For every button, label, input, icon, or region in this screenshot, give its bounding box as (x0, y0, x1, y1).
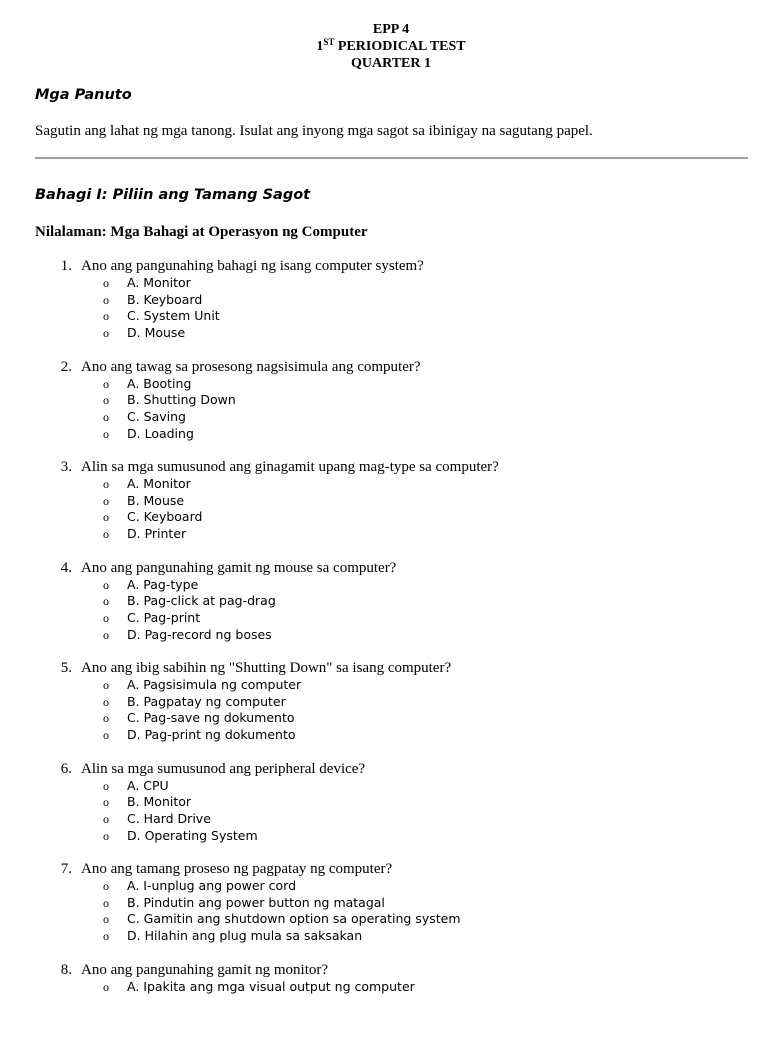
bullet-icon: o (103, 377, 109, 392)
question-item (0, 761, 768, 862)
bullet-icon: o (103, 293, 109, 308)
bullet-icon: o (103, 628, 109, 643)
bullet-icon: o (103, 980, 109, 995)
bullet-icon: o (103, 393, 109, 408)
option-text: A. CPU (127, 778, 169, 794)
option-text: C. Pag-print (127, 610, 200, 626)
bullet-icon: o (103, 829, 109, 844)
option-text: B. Mouse (127, 493, 184, 509)
section-heading: Bahagi I: Piliin ang Tamang Sagot (35, 187, 310, 203)
question-number: 8. (56, 962, 72, 979)
bullet-icon: o (103, 711, 109, 726)
option-text: B. Pag-click at pag-drag (127, 593, 276, 609)
section-subheading: Nilalaman: Mga Bahagi at Operasyon ng Computer (35, 224, 368, 241)
bullet-icon: o (103, 795, 109, 810)
bullet-icon: o (103, 929, 109, 944)
question-text: Ano ang pangunahing gamit ng mouse sa computer? (81, 560, 396, 577)
question-text: Alin sa mga sumusunod ang peripheral device? (81, 761, 365, 778)
test-title-rest: PERIODICAL TEST (334, 39, 465, 54)
question-text: Ano ang pangunahing bahagi ng isang computer system? (81, 258, 424, 275)
option-text: A. Pagsisimula ng computer (127, 677, 301, 693)
option-text: C. Saving (127, 409, 186, 425)
bullet-icon: o (103, 879, 109, 894)
question-number: 2. (56, 359, 72, 376)
question-text: Alin sa mga sumusunod ang ginagamit upang mag-type sa computer? (81, 459, 499, 476)
question-text: Ano ang pangunahing gamit ng monitor? (81, 962, 328, 979)
question-item (0, 258, 768, 359)
bullet-icon: o (103, 427, 109, 442)
option-text: D. Pag-record ng boses (127, 627, 272, 643)
bullet-icon: o (103, 494, 109, 509)
option-text: C. Gamitin ang shutdown option sa operating system (127, 911, 461, 927)
option-text: A. Ipakita ang mga visual output ng computer (127, 979, 415, 995)
subject-title: EPP 4 (0, 21, 768, 38)
option-text: D. Printer (127, 526, 186, 542)
option-text: C. Pag-save ng dokumento (127, 710, 295, 726)
bullet-icon: o (103, 309, 109, 324)
option-text: A. I-unplug ang power cord (127, 878, 296, 894)
test-title-superscript: ST (323, 37, 334, 47)
document-header (0, 21, 768, 72)
option-text: A. Pag-type (127, 577, 198, 593)
option-text: D. Operating System (127, 828, 258, 844)
bullet-icon: o (103, 410, 109, 425)
question-number: 3. (56, 459, 72, 476)
question-number: 4. (56, 560, 72, 577)
question-item (0, 459, 768, 560)
question-number: 5. (56, 660, 72, 677)
option-text: A. Monitor (127, 476, 191, 492)
question-list (0, 258, 768, 1062)
option-text: D. Mouse (127, 325, 185, 341)
option-text: C. Hard Drive (127, 811, 211, 827)
question-item (0, 861, 768, 962)
option-text: D. Loading (127, 426, 194, 442)
bullet-icon: o (103, 611, 109, 626)
option-text: D. Hilahin ang plug mula sa saksakan (127, 928, 362, 944)
bullet-icon: o (103, 912, 109, 927)
option-text: D. Pag-print ng dokumento (127, 727, 296, 743)
bullet-icon: o (103, 578, 109, 593)
bullet-icon: o (103, 594, 109, 609)
option-text: B. Shutting Down (127, 392, 236, 408)
bullet-icon: o (103, 695, 109, 710)
question-text: Ano ang tawag sa prosesong nagsisimula ang computer? (81, 359, 421, 376)
question-number: 1. (56, 258, 72, 275)
instructions-text: Sagutin ang lahat ng mga tanong. Isulat ang inyong mga sagot sa ibinigay na sagutang papel. (35, 123, 593, 140)
option-text: B. Monitor (127, 794, 191, 810)
bullet-icon: o (103, 477, 109, 492)
test-title-number: 1 (316, 39, 323, 54)
bullet-icon: o (103, 510, 109, 525)
test-title (0, 38, 768, 55)
question-item (0, 660, 768, 761)
question-number: 7. (56, 861, 72, 878)
bullet-icon: o (103, 326, 109, 341)
question-item (0, 962, 768, 1062)
question-item (0, 359, 768, 460)
bullet-icon: o (103, 728, 109, 743)
bullet-icon: o (103, 812, 109, 827)
option-text: B. Pagpatay ng computer (127, 694, 286, 710)
instructions-heading: Mga Panuto (35, 87, 132, 103)
horizontal-divider (35, 157, 748, 159)
bullet-icon: o (103, 678, 109, 693)
quarter-title: QUARTER 1 (0, 55, 768, 72)
question-number: 6. (56, 761, 72, 778)
question-text: Ano ang ibig sabihin ng "Shutting Down" sa isang computer? (81, 660, 451, 677)
bullet-icon: o (103, 276, 109, 291)
question-item (0, 560, 768, 661)
bullet-icon: o (103, 527, 109, 542)
option-text: A. Booting (127, 376, 191, 392)
question-text: Ano ang tamang proseso ng pagpatay ng computer? (81, 861, 392, 878)
option-text: C. System Unit (127, 308, 220, 324)
option-text: C. Keyboard (127, 509, 202, 525)
bullet-icon: o (103, 779, 109, 794)
bullet-icon: o (103, 896, 109, 911)
option-text: B. Keyboard (127, 292, 202, 308)
option-text: A. Monitor (127, 275, 191, 291)
option-text: B. Pindutin ang power button ng matagal (127, 895, 385, 911)
